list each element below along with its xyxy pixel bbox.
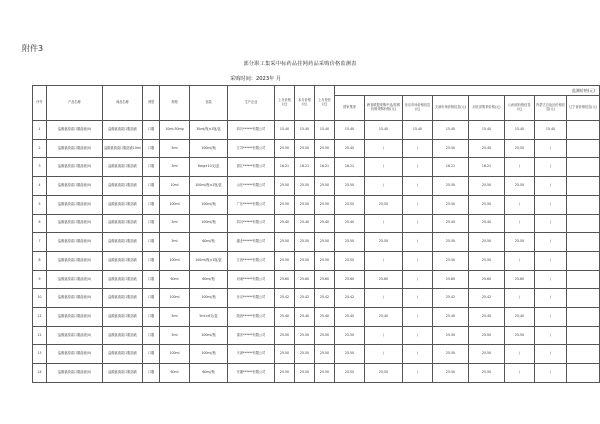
cell-monitor-price: /	[403, 289, 433, 308]
cell-manufacturer: 广东******有限公司	[228, 195, 275, 214]
header-monitor-sub: 北京市场价格信息(元)	[403, 96, 433, 121]
cell-package: 100ml/瓶	[190, 289, 228, 308]
cell-monitor-price	[567, 289, 600, 308]
cell-price-1: 16.21	[275, 158, 295, 177]
cell-trade-name: 盐酸氨溴索口服溶液	[103, 158, 143, 177]
cell-package: 100ml/瓶	[190, 345, 228, 364]
cell-monitor-price: /	[403, 214, 433, 233]
cell-package: 100ml/瓶×1瓶/盒	[190, 251, 228, 270]
cell-generic-name: 盐酸氨溴索口服溶液(II)	[47, 326, 103, 345]
cell-dosage-form: 口服	[143, 139, 160, 158]
cell-seq: 6	[33, 214, 47, 233]
cell-monitor-price	[567, 121, 600, 140]
cell-monitor-price	[567, 251, 600, 270]
cell-manufacturer: 天津******有限公司	[228, 345, 275, 364]
cell-monitor-price: /	[535, 233, 567, 252]
cell-monitor-price: 25.50	[469, 177, 505, 196]
cell-trade-name: 盐酸氨溴索口服溶液	[103, 251, 143, 270]
cell-monitor-price: 15.40	[469, 121, 505, 140]
header-monitor-sub: 河北省集采价格(元)	[469, 96, 505, 121]
table-body	[33, 121, 600, 383]
cell-monitor-price: 25.40	[433, 308, 469, 327]
cell-generic-name: 盐酸氨溴索口服溶液(II)	[47, 251, 103, 270]
cell-monitor-price: /	[505, 195, 535, 214]
cell-manufacturer: 浙江******有限公司	[228, 158, 275, 177]
cell-price-2: 25.50	[295, 345, 315, 364]
cell-monitor-price: 15.40	[535, 121, 567, 140]
header-price-1: 上月价格(元)	[275, 86, 295, 121]
cell-trade-name: 盐酸氨溴索口服溶液	[103, 345, 143, 364]
cell-price-3: 25.50	[315, 139, 335, 158]
cell-monitor-price: /	[505, 158, 535, 177]
cell-monitor-price: 25.50	[469, 345, 505, 364]
cell-monitor-price: /	[505, 345, 535, 364]
cell-package: 6mg×10支/盒	[190, 158, 228, 177]
cell-dosage-form: 口服	[143, 233, 160, 252]
cell-monitor-price: 25.50	[433, 233, 469, 252]
cell-monitor-price: /	[535, 177, 567, 196]
cell-monitor-price: /	[535, 139, 567, 158]
cell-price-2: 25.42	[295, 289, 315, 308]
cell-spec: 60ml	[160, 364, 190, 383]
cell-price-1: 25.50	[275, 364, 295, 383]
cell-monitor-price: /	[403, 326, 433, 345]
cell-seq: 10	[33, 289, 47, 308]
cell-price-1: 25.50	[275, 326, 295, 345]
cell-generic-name: 盐酸氨溴索口服溶液(II)	[47, 195, 103, 214]
cell-monitor-price: /	[403, 233, 433, 252]
cell-monitor-price: /	[365, 214, 403, 233]
cell-price-1: 25.50	[275, 233, 295, 252]
cell-manufacturer: 江西******有限公司	[228, 251, 275, 270]
cell-dosage-form: 口服	[143, 270, 160, 289]
cell-price-3: 25.50	[315, 364, 335, 383]
cell-seq: 14	[33, 364, 47, 383]
header-dosage-form: 剂型	[143, 86, 160, 121]
cell-dosage-form: 口服	[143, 158, 160, 177]
header-price-3: 上月差价(元)	[315, 86, 335, 121]
cell-monitor-price: 25.50	[469, 326, 505, 345]
cell-seq: 8	[33, 251, 47, 270]
cell-monitor-price: 25.50	[335, 326, 365, 345]
table-row	[33, 214, 600, 233]
cell-spec: 10ml:30mg	[160, 121, 190, 140]
table-row	[33, 195, 600, 214]
cell-monitor-price: 25.50	[505, 326, 535, 345]
cell-price-2: 15.40	[295, 121, 315, 140]
cell-price-3: 25.50	[315, 195, 335, 214]
cell-price-1: 25.60	[275, 270, 295, 289]
cell-trade-name: 盐酸氨溴索口服溶液	[103, 233, 143, 252]
cell-package: 100ml/瓶×1瓶/盒	[190, 177, 228, 196]
header-price-2: 本月价格(元)	[295, 86, 315, 121]
cell-package: 60ml/瓶	[190, 270, 228, 289]
cell-price-1: 15.40	[275, 121, 295, 140]
cell-monitor-price: /	[365, 158, 403, 177]
cell-seq: 3	[33, 158, 47, 177]
cell-monitor-price: 15.40	[365, 121, 403, 140]
cell-generic-name: 盐酸氨溴索口服溶液(II)	[47, 289, 103, 308]
cell-dosage-form: 口服	[143, 251, 160, 270]
cell-package: 100ml/瓶	[190, 195, 228, 214]
header-manufacturer: 生产企业	[228, 86, 275, 121]
cell-monitor-price	[567, 308, 600, 327]
cell-seq: 2	[33, 139, 47, 158]
cell-manufacturer: 四川******有限公司	[228, 121, 275, 140]
cell-manufacturer: 湖北******有限公司	[228, 233, 275, 252]
table-row	[33, 251, 600, 270]
table-row	[33, 158, 600, 177]
cell-package: 60ml/瓶	[190, 364, 228, 383]
cell-price-2: 25.40	[295, 214, 315, 233]
cell-spec: 100ml	[160, 251, 190, 270]
cell-monitor-price: 25.50	[469, 364, 505, 383]
cell-manufacturer: 江苏******有限公司	[228, 139, 275, 158]
cell-monitor-price: /	[403, 345, 433, 364]
cell-monitor-price: /	[403, 195, 433, 214]
header-trade-name: 商品名称	[103, 86, 143, 121]
cell-monitor-price: 15.40	[335, 121, 365, 140]
cell-price-2: 25.40	[295, 308, 315, 327]
cell-price-1: 25.42	[275, 289, 295, 308]
cell-generic-name: 盐酸氨溴索口服溶液(II)	[47, 345, 103, 364]
cell-price-1: 25.50	[275, 139, 295, 158]
cell-monitor-price: 25.40	[469, 214, 505, 233]
cell-trade-name: 盐酸氨溴索口服溶液	[103, 177, 143, 196]
cell-price-3: 16.21	[315, 158, 335, 177]
header-spec: 规格	[160, 86, 190, 121]
cell-monitor-price	[567, 345, 600, 364]
cell-price-2: 25.50	[295, 139, 315, 158]
table-row	[33, 121, 600, 140]
cell-spec: 5ml	[160, 326, 190, 345]
cell-price-2: 25.60	[295, 270, 315, 289]
cell-monitor-price: 25.50	[433, 177, 469, 196]
table-row	[33, 177, 600, 196]
cell-dosage-form: 口服	[143, 345, 160, 364]
cell-monitor-price: /	[403, 177, 433, 196]
cell-price-3: 25.50	[315, 177, 335, 196]
header-monitor-sub: 天津市场价格信息(元)	[433, 96, 469, 121]
cell-trade-name: 盐酸氨溴索口服溶液	[103, 195, 143, 214]
cell-monitor-price: 25.50	[433, 195, 469, 214]
cell-monitor-price: 25.50	[469, 233, 505, 252]
cell-spec: 100ml	[160, 289, 190, 308]
cell-package: 100ml/瓶	[190, 214, 228, 233]
cell-monitor-price: 25.50	[365, 364, 403, 383]
cell-trade-name: 盐酸氨溴索口服溶液	[103, 326, 143, 345]
cell-monitor-price: 25.50	[469, 195, 505, 214]
period-label: 采购时间：2023年 月	[230, 76, 282, 82]
cell-trade-name: 盐酸氨溴索口服溶液	[103, 214, 143, 233]
cell-monitor-price: /	[535, 345, 567, 364]
cell-monitor-price: 25.50	[433, 251, 469, 270]
cell-seq: 12	[33, 326, 47, 345]
cell-spec: 100ml	[160, 345, 190, 364]
cell-monitor-price: 25.50	[335, 364, 365, 383]
cell-package: 100ml/瓶	[190, 139, 228, 158]
cell-monitor-price: /	[403, 158, 433, 177]
cell-spec: 3ml	[160, 158, 190, 177]
cell-monitor-price: 25.50	[335, 233, 365, 252]
cell-spec: 10ml	[160, 177, 190, 196]
cell-monitor-price: /	[535, 214, 567, 233]
cell-price-3: 15.40	[315, 121, 335, 140]
cell-monitor-price: /	[535, 195, 567, 214]
header-monitor-sub: 国家集采	[335, 96, 365, 121]
cell-monitor-price: 25.50	[335, 195, 365, 214]
cell-monitor-price: 15.40	[433, 121, 469, 140]
cell-spec: 5ml	[160, 308, 190, 327]
cell-monitor-price: /	[403, 139, 433, 158]
cell-monitor-price: /	[505, 289, 535, 308]
cell-generic-name: 盐酸氨溴索口服溶液(II)	[47, 214, 103, 233]
cell-manufacturer: 四川******有限公司	[228, 214, 275, 233]
cell-monitor-price: /	[365, 345, 403, 364]
table-row	[33, 308, 600, 327]
cell-monitor-price: 25.50	[365, 233, 403, 252]
cell-monitor-price: 25.40	[505, 308, 535, 327]
cell-seq: 7	[33, 233, 47, 252]
cell-monitor-price: /	[403, 251, 433, 270]
cell-monitor-price: 25.42	[335, 289, 365, 308]
cell-price-3: 25.50	[315, 233, 335, 252]
cell-generic-name: 盐酸氨溴索口服溶液(II)	[47, 364, 103, 383]
cell-package: 5ml×6支/盒	[190, 308, 228, 327]
cell-dosage-form: 口服	[143, 177, 160, 196]
cell-price-2: 16.21	[295, 158, 315, 177]
header-package: 包装	[190, 86, 228, 121]
cell-monitor-price: 16.21	[469, 158, 505, 177]
cell-monitor-price: /	[365, 139, 403, 158]
cell-monitor-price: /	[403, 308, 433, 327]
cell-trade-name: 盐酸氨溴索口服溶液	[103, 289, 143, 308]
cell-package: 60ml/瓶	[190, 233, 228, 252]
cell-monitor-price	[567, 270, 600, 289]
cell-monitor-price: 25.50	[433, 326, 469, 345]
table-row	[33, 289, 600, 308]
cell-price-1: 25.40	[275, 308, 295, 327]
cell-monitor-price: /	[535, 270, 567, 289]
cell-price-2: 25.50	[295, 195, 315, 214]
cell-monitor-price: 25.50	[433, 364, 469, 383]
cell-monitor-price: 25.60	[469, 270, 505, 289]
cell-monitor-price: /	[535, 364, 567, 383]
cell-monitor-price: 25.50	[433, 139, 469, 158]
cell-price-2: 25.50	[295, 233, 315, 252]
cell-seq: 5	[33, 195, 47, 214]
cell-price-1: 25.50	[275, 251, 295, 270]
cell-monitor-price: 25.42	[433, 289, 469, 308]
cell-dosage-form: 口服	[143, 195, 160, 214]
cell-monitor-price	[567, 326, 600, 345]
cell-monitor-price: 25.50	[505, 139, 535, 158]
table-row	[33, 345, 600, 364]
cell-monitor-price: 25.50	[335, 251, 365, 270]
cell-price-3: 25.60	[315, 270, 335, 289]
cell-manufacturer: 河南******有限公司	[228, 270, 275, 289]
cell-price-2: 25.50	[295, 177, 315, 196]
cell-monitor-price	[567, 139, 600, 158]
cell-price-2: 25.50	[295, 364, 315, 383]
cell-monitor-price: /	[535, 289, 567, 308]
cell-spec: 60ml	[160, 270, 190, 289]
header-monitor-sub: 辽宁省价格信息(元)	[567, 96, 600, 121]
cell-price-3: 25.50	[315, 251, 335, 270]
cell-trade-name: 盐酸氨溴索口服溶液	[103, 308, 143, 327]
cell-dosage-form: 口服	[143, 214, 160, 233]
cell-generic-name: 盐酸氨溴索口服溶液(II)	[47, 121, 103, 140]
header-monitor-group: 监测价格(元)	[335, 86, 600, 96]
cell-monitor-price: 25.60	[433, 270, 469, 289]
cell-monitor-price: 25.40	[365, 308, 403, 327]
cell-monitor-price: 25.50	[335, 177, 365, 196]
cell-generic-name: 盐酸氨溴索口服溶液(II)	[47, 139, 103, 158]
cell-monitor-price: 25.40	[433, 214, 469, 233]
cell-trade-name: 盐酸氨溴索口服溶液	[103, 270, 143, 289]
cell-monitor-price: /	[535, 308, 567, 327]
cell-monitor-price: /	[535, 158, 567, 177]
cell-monitor-price: 25.50	[505, 233, 535, 252]
cell-monitor-price: 25.60	[335, 270, 365, 289]
cell-manufacturer: 安徽******有限公司	[228, 364, 275, 383]
cell-seq: 4	[33, 177, 47, 196]
cell-monitor-price: 25.50	[365, 195, 403, 214]
header-generic-name: 产品名称	[47, 86, 103, 121]
cell-monitor-price: /	[535, 251, 567, 270]
cell-price-2: 25.50	[295, 326, 315, 345]
cell-price-1: 25.50	[275, 345, 295, 364]
cell-monitor-price: /	[365, 326, 403, 345]
cell-monitor-price: /	[365, 177, 403, 196]
cell-trade-name: 盐酸氨溴索口服溶液	[103, 121, 143, 140]
cell-monitor-price	[567, 177, 600, 196]
cell-monitor-price: 16.21	[433, 158, 469, 177]
cell-monitor-price	[567, 214, 600, 233]
cell-seq: 9	[33, 270, 47, 289]
cell-price-3: 25.40	[315, 308, 335, 327]
cell-price-3: 25.42	[315, 289, 335, 308]
cell-monitor-price: /	[403, 364, 433, 383]
cell-monitor-price: 16.21	[335, 158, 365, 177]
header-monitor-sub: 内蒙古自治区价格信息(元)	[535, 96, 567, 121]
cell-generic-name: 盐酸氨溴索口服溶液(II)	[47, 177, 103, 196]
cell-trade-name: 盐酸氨溴索口服溶液	[103, 364, 143, 383]
cell-trade-name: 盐酸氨溴索口服溶液10ml	[103, 139, 143, 158]
table-row	[33, 139, 600, 158]
header-seq: 序号	[33, 86, 47, 121]
header-monitor-sub: 跨省联盟采购中选/挂网价格采购价格(元)	[365, 96, 403, 121]
cell-monitor-price: 25.60	[505, 270, 535, 289]
cell-monitor-price: 25.40	[335, 214, 365, 233]
cell-monitor-price: 25.50	[505, 177, 535, 196]
cell-seq: 13	[33, 345, 47, 364]
cell-generic-name: 盐酸氨溴索口服溶液(II)	[47, 308, 103, 327]
cell-monitor-price: 25.50	[433, 345, 469, 364]
cell-price-3: 25.40	[315, 214, 335, 233]
cell-package: 100ml/瓶	[190, 326, 228, 345]
cell-monitor-price	[567, 195, 600, 214]
cell-dosage-form: 口服	[143, 121, 160, 140]
cell-dosage-form: 口服	[143, 364, 160, 383]
cell-generic-name: 盐酸氨溴索口服溶液(II)	[47, 233, 103, 252]
cell-monitor-price: 15.40	[505, 121, 535, 140]
cell-price-1: 25.40	[275, 214, 295, 233]
cell-spec: 5ml	[160, 214, 190, 233]
cell-seq: 1	[33, 121, 47, 140]
cell-monitor-price: 25.40	[469, 139, 505, 158]
cell-monitor-price: 25.50	[469, 251, 505, 270]
cell-monitor-price: /	[403, 270, 433, 289]
cell-monitor-price	[567, 233, 600, 252]
cell-dosage-form: 口服	[143, 308, 160, 327]
cell-monitor-price: 25.60	[365, 270, 403, 289]
cell-package: 30ml/瓶×1瓶/盒	[190, 121, 228, 140]
cell-monitor-price: 25.40	[335, 308, 365, 327]
cell-monitor-price: 25.42	[469, 289, 505, 308]
cell-manufacturer: 陕西******有限公司	[228, 308, 275, 327]
cell-spec: 5ml	[160, 139, 190, 158]
cell-monitor-price: /	[365, 251, 403, 270]
cell-monitor-price: 25.40	[469, 308, 505, 327]
header-monitor-sub: 山西省价格信息(元)	[505, 96, 535, 121]
cell-manufacturer: 山东******有限公司	[228, 177, 275, 196]
cell-dosage-form: 口服	[143, 326, 160, 345]
table-row	[33, 364, 600, 383]
cell-manufacturer: 北京******有限公司	[228, 289, 275, 308]
annex-label: 附件3	[22, 44, 44, 53]
cell-spec: 100ml	[160, 195, 190, 214]
cell-price-1: 25.50	[275, 177, 295, 196]
cell-monitor-price: /	[505, 214, 535, 233]
table-row	[33, 233, 600, 252]
table-row	[33, 270, 600, 289]
table-row	[33, 326, 600, 345]
document-title: 部分职工集采中标药品挂网药品采购价格监测表	[243, 61, 357, 67]
cell-spec: 5ml	[160, 233, 190, 252]
cell-dosage-form: 口服	[143, 289, 160, 308]
cell-monitor-price	[567, 364, 600, 383]
cell-monitor-price: 25.40	[335, 139, 365, 158]
price-monitoring-table	[32, 85, 600, 383]
cell-price-1: 25.50	[275, 195, 295, 214]
cell-monitor-price: /	[535, 326, 567, 345]
cell-price-2: 25.50	[295, 251, 315, 270]
cell-generic-name: 盐酸氨溴索口服溶液(II)	[47, 270, 103, 289]
cell-price-3: 25.50	[315, 326, 335, 345]
cell-monitor-price: 15.40	[403, 121, 433, 140]
cell-monitor-price: /	[365, 289, 403, 308]
cell-price-3: 25.50	[315, 345, 335, 364]
cell-monitor-price	[567, 158, 600, 177]
cell-manufacturer: 重庆******有限公司	[228, 326, 275, 345]
cell-monitor-price: /	[505, 364, 535, 383]
cell-monitor-price: /	[505, 251, 535, 270]
cell-generic-name: 盐酸氨溴索口服溶液(II)	[47, 158, 103, 177]
cell-seq: 11	[33, 308, 47, 327]
cell-monitor-price: 25.50	[335, 345, 365, 364]
